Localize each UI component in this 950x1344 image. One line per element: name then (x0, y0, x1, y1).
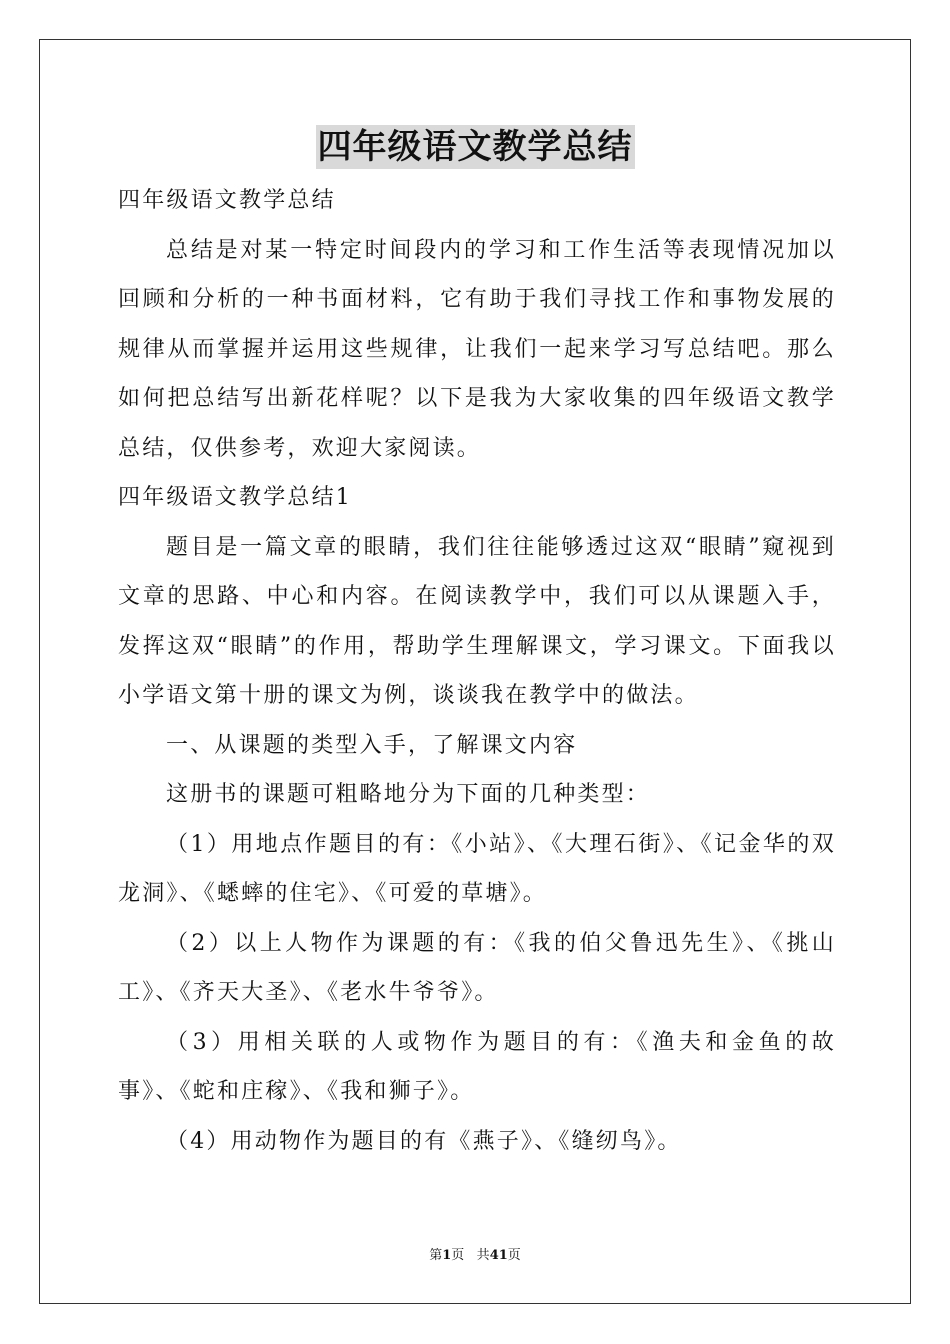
list-item: （3）用相关联的人或物作为题目的有：《渔夫和金鱼的故事》、《蛇和庄稼》、《我和狮子》。 (118, 1029, 836, 1104)
document-body (118, 176, 836, 1166)
page-number: 1 (442, 1248, 452, 1263)
list-item: （2）以上人物作为课题的有：《我的伯父鲁迅先生》、《挑山工》、《齐天大圣》、《老水牛爷爷》。 (118, 930, 836, 1005)
list-item: （1）用地点作题目的有：《小站》、《大理石街》、《记金华的双龙洞》、《蟋蟀的住宅》、《可爱的草塘》。 (118, 831, 836, 906)
body-paragraph: 这册书的课题可粗略地分为下面的几种类型： (166, 782, 651, 807)
list-item: （4）用动物作为题目的有《燕子》、《缝纫鸟》。 (166, 1128, 682, 1154)
page-footer (0, 1247, 950, 1265)
page-suffix: 页 (451, 1248, 465, 1263)
page-prefix: 第 (429, 1248, 443, 1263)
body-paragraph: 题目是一篇文章的眼睛，我们往往能够透过这双“眼睛”窥视到文章的思路、中心和内容。在阅读教学中，我们可以从课题入手，发挥这双“眼睛”的作用，帮助学生理解课文，学习课文。下面我以小学语文第十册的课文为例，谈谈我在教学中的做法。 (118, 534, 836, 708)
total-pages: 41 (489, 1248, 508, 1263)
document-title: 四年级语文教学总结 (317, 127, 633, 167)
section-heading: 四年级语文教学总结 (118, 188, 336, 213)
total-suffix: 页 (507, 1248, 521, 1263)
title-container (0, 125, 950, 169)
total-prefix: 共 (476, 1248, 490, 1263)
section-heading: 四年级语文教学总结1 (118, 485, 352, 510)
subheading: 一、从课题的类型入手，了解课文内容 (166, 732, 578, 758)
intro-paragraph: 总结是对某一特定时间段内的学习和工作生活等表现情况加以回顾和分析的一种书面材料，它有助于我们寻找工作和事物发展的规律从而掌握并运用这些规律，让我们一起来学习写总结吧。那么如何把总结写出新花样呢？以下是我为大家收集的四年级语文教学总结，仅供参考，欢迎大家阅读。 (118, 237, 836, 461)
